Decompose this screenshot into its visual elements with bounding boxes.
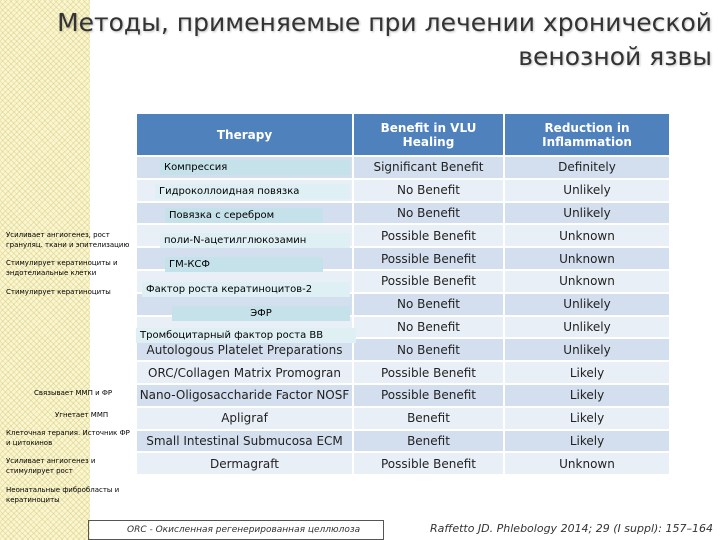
reference-citation: Raffetto JD. Phlebology 2014; 29 (I suppl): 157–164	[430, 522, 713, 535]
cell-therapy: Apligraf	[136, 407, 353, 430]
cell-therapy: Autologous Platelet Preparations	[136, 338, 353, 361]
annotation-2: Стимулирует кератиноциты и эндотелиальные клетки	[6, 259, 118, 277]
annotation-7: Усиливает ангиогенез и стимулирует рост	[6, 457, 96, 475]
footnote-text: ORC - Окисленная регенерированная целлюлоза	[127, 525, 361, 535]
table-header-row	[136, 113, 670, 156]
cell-reduction: Likely	[504, 430, 670, 453]
cell-therapy: ORC/Collagen Matrix Promogran	[136, 361, 353, 384]
annotation-8: Неонатальные фибробласты и кератиноциты	[6, 486, 120, 504]
footnote-box	[88, 520, 384, 540]
cell-reduction: Unlikely	[504, 316, 670, 339]
table-row	[136, 452, 670, 475]
cell-benefit: Benefit	[353, 407, 504, 430]
header-reduction: Reduction in Inflammation	[504, 113, 670, 156]
annotation-6: Клеточная терапия. Источник ФР и цитокинов	[6, 429, 130, 447]
cell-reduction: Unlikely	[504, 202, 670, 225]
cell-benefit: Significant Benefit	[353, 156, 504, 179]
cell-therapy: Dermagraft	[136, 452, 353, 475]
cell-reduction: Unknown	[504, 452, 670, 475]
table-row	[136, 384, 670, 407]
cell-reduction: Unlikely	[504, 179, 670, 202]
annotation-4: Связывает ММП и ФР	[34, 389, 113, 397]
label-silver-dressing: Повязка с серебром	[165, 208, 323, 223]
label-gm-csf: ГМ-КСФ	[165, 257, 323, 272]
cell-reduction: Unknown	[504, 270, 670, 293]
title-line-1: Методы, применяемые при лечении хронической	[57, 8, 712, 37]
cell-therapy: Nano-Oligosaccharide Factor NOSF	[136, 384, 353, 407]
cell-benefit: Possible Benefit	[353, 270, 504, 293]
header-therapy: Therapy	[136, 113, 353, 156]
cell-benefit: Possible Benefit	[353, 247, 504, 270]
table-row	[136, 361, 670, 384]
label-pnag: поли-N-ацетилглюкозамин	[160, 233, 350, 248]
cell-benefit: No Benefit	[353, 338, 504, 361]
annotation-3: Стимулирует кератиноциты	[6, 288, 111, 296]
cell-therapy: Small Intestinal Submucosa ECM	[136, 430, 353, 453]
cell-benefit: No Benefit	[353, 316, 504, 339]
cell-reduction: Likely	[504, 384, 670, 407]
page-title	[57, 6, 712, 74]
cell-reduction: Unlikely	[504, 293, 670, 316]
cell-reduction: Definitely	[504, 156, 670, 179]
title-line-2: венозной язвы	[518, 42, 712, 71]
label-pdgf: Тромбоцитарный фактор роста ВВ	[136, 328, 356, 343]
table-row	[136, 430, 670, 453]
cell-benefit: Possible Benefit	[353, 384, 504, 407]
cell-benefit: No Benefit	[353, 293, 504, 316]
cell-benefit: No Benefit	[353, 202, 504, 225]
annotation-5: Угнетает ММП	[55, 411, 109, 419]
label-hydrocolloid: Гидроколлоидная повязка	[155, 184, 350, 199]
header-benefit: Benefit in VLU Healing	[353, 113, 504, 156]
cell-reduction: Unknown	[504, 247, 670, 270]
cell-benefit: Possible Benefit	[353, 452, 504, 475]
cell-reduction: Unknown	[504, 224, 670, 247]
cell-benefit: No Benefit	[353, 179, 504, 202]
cell-benefit: Benefit	[353, 430, 504, 453]
annotation-1: Усиливает ангиогенез, рост грануляц. ткани и эпителизацию	[6, 231, 130, 249]
table-row	[136, 407, 670, 430]
cell-benefit: Possible Benefit	[353, 224, 504, 247]
cell-benefit: Possible Benefit	[353, 361, 504, 384]
cell-reduction: Likely	[504, 361, 670, 384]
cell-reduction: Likely	[504, 407, 670, 430]
cell-reduction: Unlikely	[504, 338, 670, 361]
label-kgf2: Фактор роста кератиноцитов-2	[142, 282, 350, 297]
label-egf: ЭФР	[172, 306, 350, 321]
label-compression: Компрессия	[160, 160, 350, 175]
